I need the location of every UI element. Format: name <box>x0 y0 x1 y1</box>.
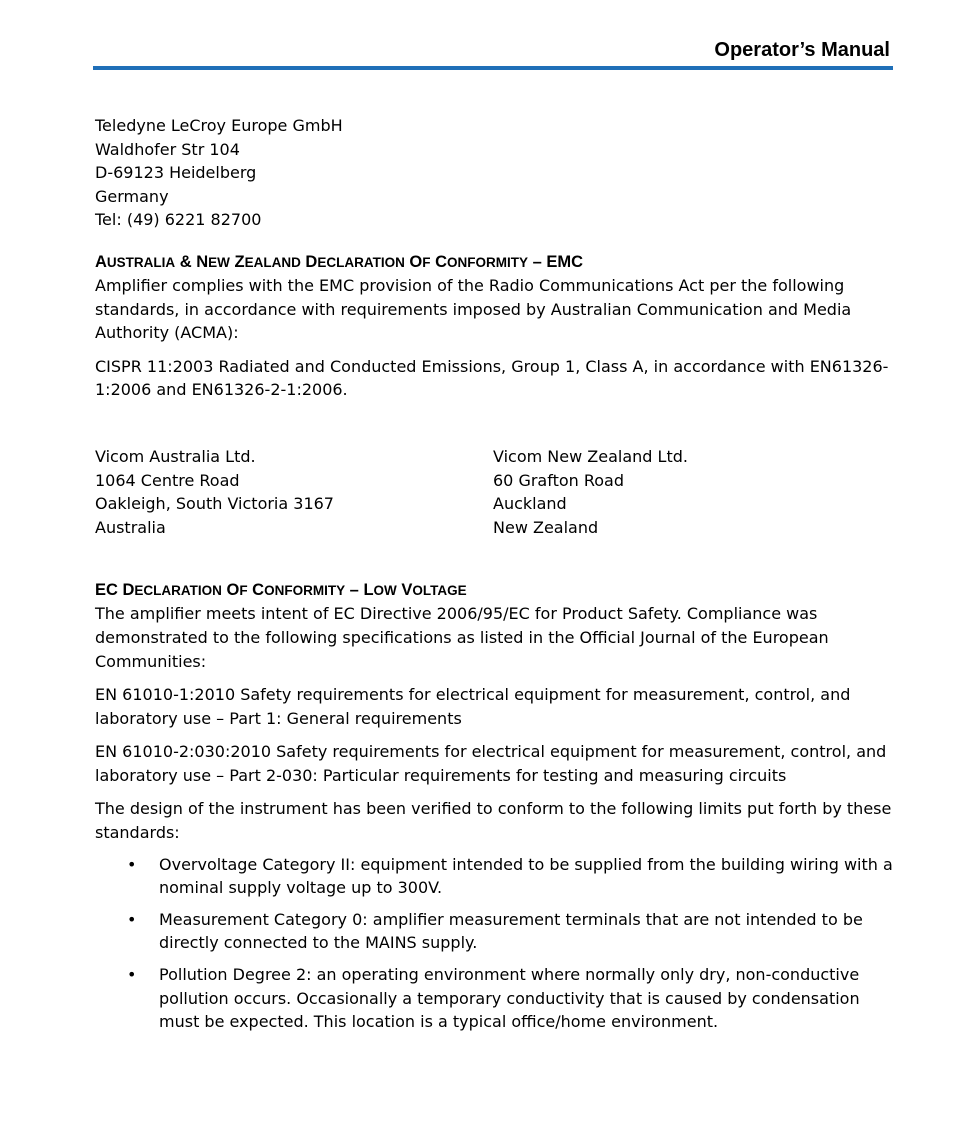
address-line: Germany <box>95 186 169 206</box>
list-item <box>95 963 895 1034</box>
list-item-text: Pollution Degree 2: an operating environment where normally only dry, non-conductive pollution occurs. Occasionally a temporary conductivity that is caused by condensation must be expected. This location is a typical office/home environment. <box>159 965 860 1032</box>
document-body <box>95 114 895 1042</box>
distributor-addresses <box>95 445 895 539</box>
address-line: New Zealand <box>493 517 599 537</box>
list-item-text: Measurement Category 0: amplifier measurement terminals that are not intended to be directly connected to the MAINS supply. <box>159 909 863 953</box>
list-item <box>95 853 895 900</box>
address-line: Auckland <box>493 494 567 514</box>
address-australia <box>95 445 493 539</box>
address-line: Vicom Australia Ltd. <box>95 446 256 466</box>
address-line: D-69123 Heidelberg <box>95 163 257 183</box>
page-header-title: Operator’s Manual <box>714 39 890 61</box>
address-line: Tel: (49) 6221 82700 <box>95 210 262 230</box>
address-line: 1064 Centre Road <box>95 470 240 490</box>
header-rule <box>93 66 893 70</box>
paragraph: EN 61010-2:030:2010 Safety requirements for electrical equipment for measurement, control, and laboratory use – Part 2-030: Particular requirements for testing and measuring circuits <box>95 742 887 785</box>
paragraph: Amplifier complies with the EMC provision of the Radio Communications Act per the following standards, in accordance with requirements imposed by Australian Communication and Media Authority (ACMA): <box>95 275 852 343</box>
germany-address <box>95 114 895 232</box>
bullet-icon: • <box>127 965 137 985</box>
address-line: 60 Grafton Road <box>493 470 625 490</box>
list-item <box>95 908 895 955</box>
address-line: Waldhofer Str 104 <box>95 139 240 159</box>
address-new-zealand <box>493 445 891 539</box>
list-item-text: Overvoltage Category II: equipment intended to be supplied from the building wiring with a nominal supply voltage up to 300V. <box>159 854 893 898</box>
paragraph: EN 61010-1:2010 Safety requirements for electrical equipment for measurement, control, and laboratory use – Part 1: General requirements <box>95 685 851 728</box>
address-line: Vicom New Zealand Ltd. <box>493 446 688 466</box>
address-line: Teledyne LeCroy Europe GmbH <box>95 116 343 135</box>
paragraph: The design of the instrument has been verified to conform to the following limits put forth by these standards: <box>95 799 892 843</box>
address-line: Oakleigh, South Victoria 3167 <box>95 494 334 514</box>
bullet-icon: • <box>127 909 137 929</box>
section-heading-anz: AUSTRALIA & NEW ZEALAND DECLARATION OF CONFORMITY – EMC <box>95 252 584 271</box>
paragraph: CISPR 11:2003 Radiated and Conducted Emissions, Group 1, Class A, in accordance with EN61326-1:2006 and EN61326-2-1:2006. <box>95 356 889 400</box>
address-line: Australia <box>95 517 166 537</box>
paragraph: The amplifier meets intent of EC Directive 2006/95/EC for Product Safety. Compliance was demonstrated to the following specifications as listed in the Official Journal of the European Communities: <box>95 604 829 671</box>
section-heading-ec: EC DECLARATION OF CONFORMITY – LOW VOLTAGE <box>95 581 467 600</box>
bullet-icon: • <box>127 854 137 874</box>
limits-list <box>95 853 895 1034</box>
